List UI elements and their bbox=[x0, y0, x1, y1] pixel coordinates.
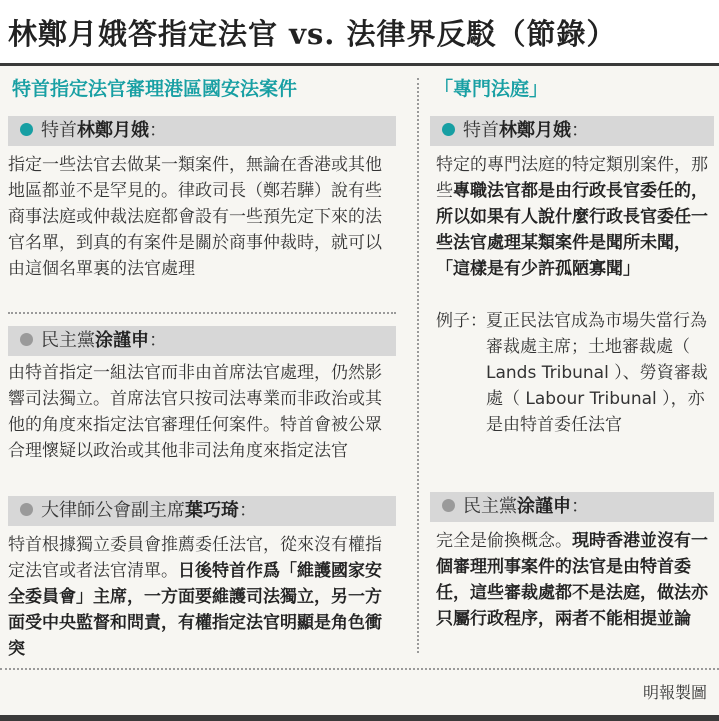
bullet-dot-icon bbox=[20, 503, 33, 516]
right-column bbox=[430, 72, 714, 629]
quote-james-to-right bbox=[436, 528, 708, 632]
header-bar bbox=[0, 0, 719, 66]
section-divider bbox=[8, 312, 396, 314]
quote-james-to-left: 由特首指定一組法官而非由首席法官處理，仍然影響司法獨立。首席法官只按司法專業而非政治或其他的角度來指定法官審理任何案件。特首會被公眾合理懷疑以政治或其他非司法角度來指定法官 bbox=[8, 363, 382, 461]
speaker-title: 民主黨 bbox=[41, 330, 95, 351]
bullet-dot-icon bbox=[20, 333, 33, 346]
speaker-title: 特首 bbox=[463, 120, 499, 141]
speaker-title: 民主黨 bbox=[463, 496, 517, 517]
quote-normal-text: 完全是偷換概念。 bbox=[436, 531, 572, 551]
speaker-colon: ： bbox=[239, 500, 257, 521]
speaker-band-carrie-lam-left bbox=[8, 116, 396, 146]
page-title: 林鄭月娥答指定法官 vs. 法律界反駁（節錄） bbox=[8, 17, 617, 51]
left-column bbox=[8, 72, 396, 659]
left-section-title: 特首指定法官審理港區國安法案件 bbox=[12, 78, 298, 100]
speaker-colon: ： bbox=[571, 496, 589, 517]
graphic-credit: 明報製圖 bbox=[642, 683, 707, 702]
speaker-title: 特首 bbox=[41, 120, 77, 141]
speaker-name: 林鄭月娥 bbox=[499, 120, 571, 141]
quote-bar-vice-chair bbox=[8, 532, 396, 662]
speaker-name: 林鄭月娥 bbox=[77, 120, 149, 141]
speaker-colon: ： bbox=[149, 120, 167, 141]
bullet-dot-icon bbox=[442, 123, 455, 136]
quote-carrie-lam-left: 指定一些法官去做某一類案件，無論在香港或其他地區都並不是罕見的。律政司長（鄭若驊）說有些商事法庭或仲裁法庭都會設有一些預先定下來的法官名單，到真的有案件是關於商事仲裁時，就可以由這個名單裏的法官處理 bbox=[8, 155, 382, 279]
speaker-band-bar-vice-chair bbox=[8, 496, 396, 526]
right-section-title: 「專門法庭」 bbox=[434, 78, 549, 100]
quote-bold-text: 專職法官都是由行政長官委任的，所以如果有人說什麼行政長官委任一些法官處理某類案件是聞所未聞，「這樣是有少許孤陋寡聞」 bbox=[436, 181, 708, 279]
speaker-name: 涂謹申 bbox=[95, 330, 149, 351]
speaker-title: 大律師公會副主席 bbox=[41, 500, 185, 521]
speaker-band-james-to-left bbox=[8, 326, 396, 356]
footer-divider bbox=[0, 668, 719, 670]
quote-normal-text: 特定的專門法庭的特定類別案件，那些 bbox=[436, 155, 708, 201]
quote-normal-text: 特首根據獨立委員會推薦委任法官，從來沒有權指定法官或者法官清單。 bbox=[8, 535, 382, 581]
quote-bold-text: 日後特首作爲「維護國家安全委員會」主席，一方面要維護司法獨立，另一方面受中央監督和問責，有權指定法官明顯是角色衝突 bbox=[8, 561, 382, 659]
speaker-colon: ： bbox=[571, 120, 589, 141]
speaker-name: 涂謹申 bbox=[517, 496, 571, 517]
bullet-dot-icon bbox=[442, 499, 455, 512]
column-divider bbox=[417, 78, 419, 653]
speaker-name: 葉巧琦 bbox=[185, 500, 239, 521]
quote-carrie-lam-right bbox=[436, 152, 708, 282]
quote-bold-text: 現時香港並沒有一個審理刑事案件的法官是由特首委任，這些審裁處都不是法庭，做法亦只屬行政程序，兩者不能相提並論 bbox=[436, 531, 708, 629]
bullet-dot-icon bbox=[20, 123, 33, 136]
speaker-band-carrie-lam-right bbox=[430, 116, 714, 146]
speaker-band-james-to-right bbox=[430, 492, 714, 522]
example-text: 夏正民法官成為市場失當行為審裁處主席；土地審裁處（ Lands Tribunal ）、勞資審裁處（ Labour Tribunal ），亦是由特首委任法官 bbox=[486, 311, 708, 435]
example-label: 例子： bbox=[436, 311, 487, 331]
speaker-colon: ： bbox=[149, 330, 167, 351]
footer-bar bbox=[0, 715, 719, 721]
